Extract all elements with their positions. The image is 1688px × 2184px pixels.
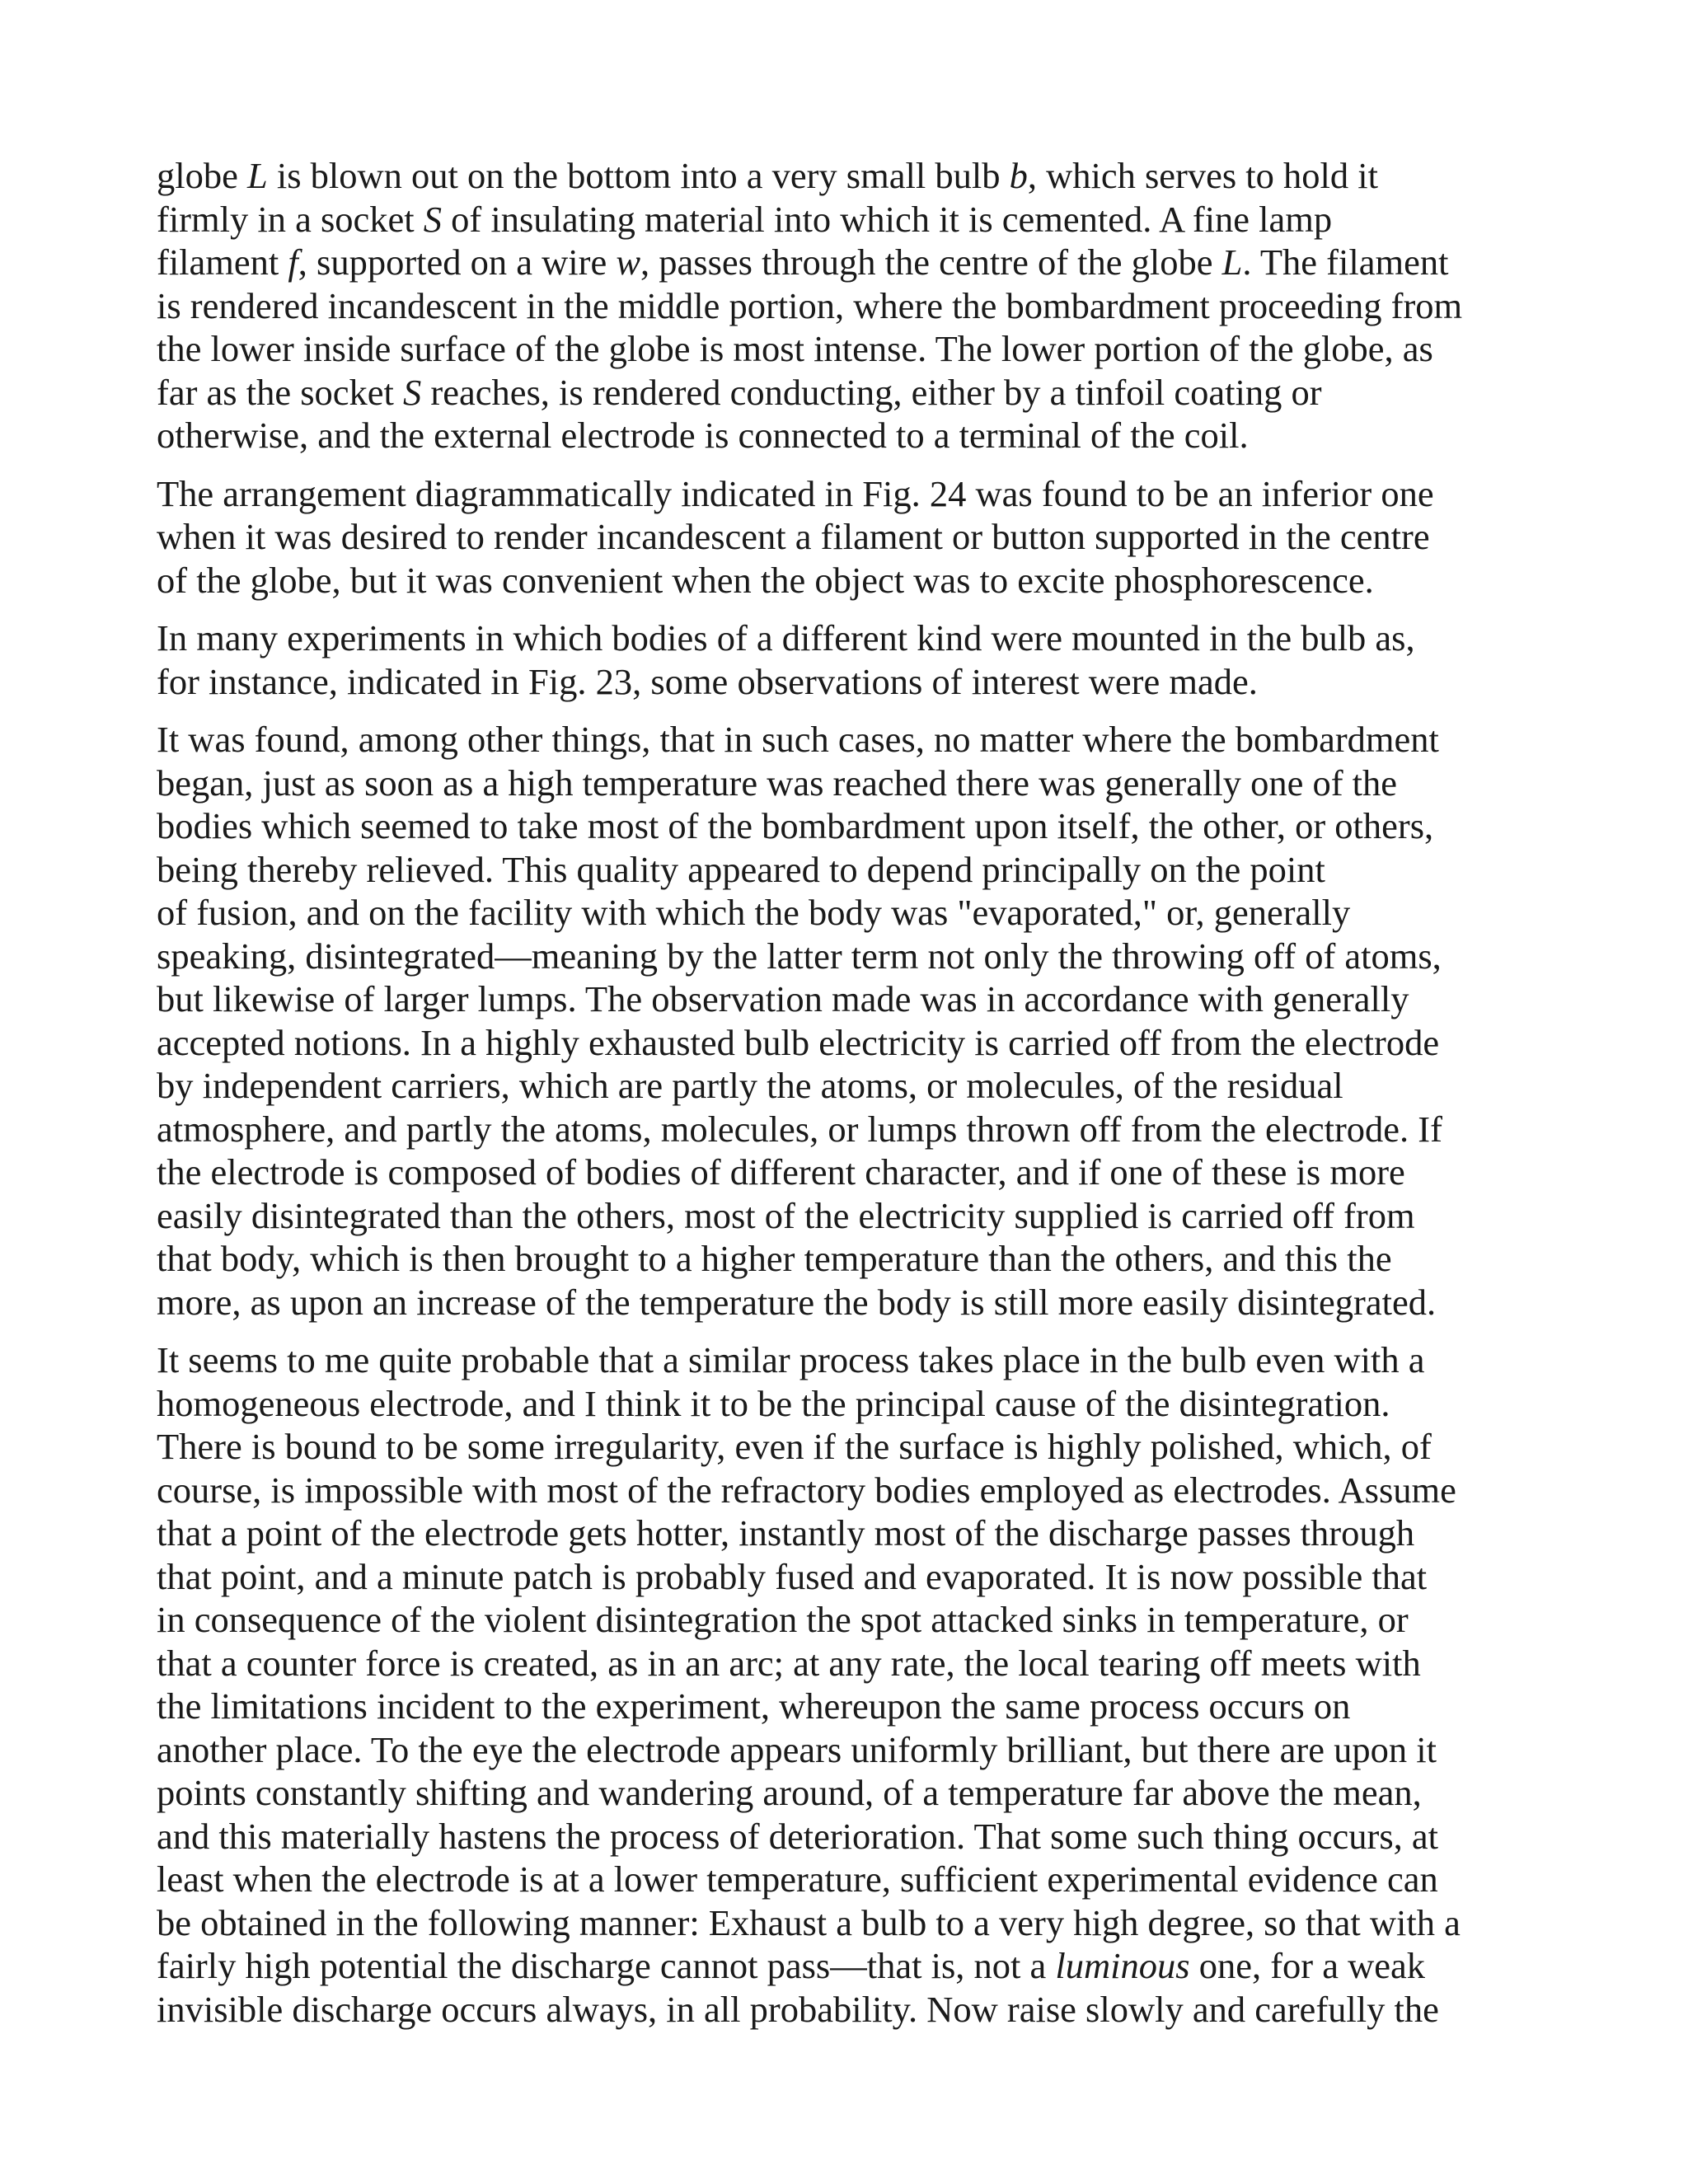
text-line bbox=[157, 1642, 1541, 1685]
italic-text: S bbox=[423, 198, 443, 240]
text-run: that a point of the electrode gets hotter, instantly most of the discharge passes through bbox=[157, 1512, 1415, 1554]
text-run: filament bbox=[157, 241, 288, 283]
text-run: the electrode is composed of bodies of different character, and if one of these is more bbox=[157, 1151, 1405, 1193]
text-run: of fusion, and on the facility with which the body was "evaporated," or, generally bbox=[157, 892, 1351, 933]
text-run: by independent carriers, which are partly the atoms, or molecules, of the residual bbox=[157, 1065, 1343, 1106]
text-line bbox=[157, 1555, 1541, 1599]
text-line bbox=[157, 660, 1541, 704]
text-run: is blown out on the bottom into a very small bulb bbox=[267, 155, 1010, 196]
paragraph bbox=[157, 154, 1541, 457]
text-run: for instance, indicated in Fig. 23, some observations of interest were made. bbox=[157, 660, 1258, 702]
text-run: far as the socket bbox=[157, 371, 404, 413]
text-line bbox=[157, 1469, 1541, 1512]
text-run: one, for a weak bbox=[1189, 1945, 1425, 1986]
text-line bbox=[157, 1194, 1541, 1238]
text-line bbox=[157, 1511, 1541, 1555]
text-line bbox=[157, 1944, 1541, 1988]
text-run: , passes through the centre of the globe bbox=[640, 241, 1222, 283]
text-line bbox=[157, 1237, 1541, 1281]
text-run: easily disintegrated than the others, most of the electricity supplied is carried off from bbox=[157, 1194, 1415, 1236]
text-line bbox=[157, 1281, 1541, 1324]
paragraph bbox=[157, 718, 1541, 1324]
text-run: the lower inside surface of the globe is most intense. The lower portion of the globe, as bbox=[157, 328, 1433, 369]
text-run: in consequence of the violent disintegration the spot attacked sinks in temperature, or bbox=[157, 1599, 1409, 1640]
text-run: another place. To the eye the electrode appears uniformly brilliant, but there are upon it bbox=[157, 1728, 1437, 1770]
text-run: that point, and a minute patch is probably fused and evaporated. It is now possible that bbox=[157, 1555, 1428, 1597]
text-run: globe bbox=[157, 155, 247, 196]
text-line bbox=[157, 762, 1541, 805]
text-line bbox=[157, 1064, 1541, 1108]
text-run: but likewise of larger lumps. The observation made was in accordance with generally bbox=[157, 978, 1409, 1019]
text-line bbox=[157, 1598, 1541, 1642]
text-run: least when the electrode is at a lower temperature, sufficient experimental evidence can bbox=[157, 1858, 1438, 1900]
text-run: reaches, is rendered conducting, either by a tinfoil coating or bbox=[421, 371, 1322, 413]
text-line bbox=[157, 154, 1541, 198]
paragraph bbox=[157, 1338, 1541, 2031]
text-line bbox=[157, 804, 1541, 848]
italic-text: b bbox=[1009, 155, 1028, 196]
text-line bbox=[157, 1151, 1541, 1194]
text-run: fairly high potential the discharge cannot pass—that is, not a bbox=[157, 1945, 1056, 1986]
text-line bbox=[157, 198, 1541, 241]
text-line bbox=[157, 1425, 1541, 1469]
text-run: being thereby relieved. This quality appeared to depend principally on the point bbox=[157, 848, 1325, 890]
text-run: and this materially hastens the process of deterioration. That some such thing occurs, at bbox=[157, 1815, 1439, 1857]
text-run: . The filament bbox=[1242, 241, 1449, 283]
text-line bbox=[157, 891, 1541, 935]
text-run: of the globe, but it was convenient when the object was to excite phosphorescence. bbox=[157, 559, 1374, 601]
text-run: , which serves to hold it bbox=[1027, 155, 1378, 196]
paragraph bbox=[157, 472, 1541, 602]
text-line bbox=[157, 472, 1541, 516]
text-run: In many experiments in which bodies of a different kind were mounted in the bulb as, bbox=[157, 617, 1415, 658]
text-line bbox=[157, 1815, 1541, 1858]
text-run: bodies which seemed to take most of the bombardment upon itself, the other, or others, bbox=[157, 805, 1434, 846]
text-run: be obtained in the following manner: Exhaust a bulb to a very high degree, so that with a bbox=[157, 1901, 1461, 1943]
document-page bbox=[157, 154, 1541, 2046]
text-run: It was found, among other things, that in such cases, no matter where the bombardment bbox=[157, 719, 1439, 760]
paragraph bbox=[157, 616, 1541, 703]
text-line bbox=[157, 1901, 1541, 1945]
text-line bbox=[157, 935, 1541, 978]
text-run: firmly in a socket bbox=[157, 198, 424, 240]
text-run: the limitations incident to the experiment, whereupon the same process occurs on bbox=[157, 1685, 1351, 1727]
text-run: of insulating material into which it is cemented. A fine lamp bbox=[442, 198, 1333, 240]
text-run: otherwise, and the external electrode is connected to a terminal of the coil. bbox=[157, 415, 1249, 456]
text-run: atmosphere, and partly the atoms, molecules, or lumps thrown off from the electrode. If bbox=[157, 1108, 1442, 1150]
text-line bbox=[157, 1771, 1541, 1815]
text-line bbox=[157, 414, 1541, 457]
text-run: points constantly shifting and wandering around, of a temperature far above the mean, bbox=[157, 1772, 1422, 1813]
text-run: It seems to me quite probable that a similar process takes place in the bulb even with a bbox=[157, 1339, 1425, 1380]
text-line bbox=[157, 515, 1541, 559]
text-run: accepted notions. In a highly exhausted bulb electricity is carried off from the electrode bbox=[157, 1021, 1440, 1063]
text-line bbox=[157, 848, 1541, 892]
italic-text: w bbox=[616, 241, 641, 283]
text-run: is rendered incandescent in the middle portion, where the bombardment proceeding from bbox=[157, 284, 1463, 326]
text-run: There is bound to be some irregularity, even if the surface is highly polished, which, of bbox=[157, 1426, 1432, 1467]
text-line bbox=[157, 1338, 1541, 1382]
text-line bbox=[157, 616, 1541, 660]
text-run: that a counter force is created, as in an arc; at any rate, the local tearing off meets with bbox=[157, 1642, 1421, 1684]
text-run: course, is impossible with most of the refractory bodies employed as electrodes. Assume bbox=[157, 1469, 1456, 1511]
text-line bbox=[157, 1108, 1541, 1151]
text-line bbox=[157, 718, 1541, 762]
text-line bbox=[157, 241, 1541, 284]
text-run: The arrangement diagrammatically indicated in Fig. 24 was found to be an inferior one bbox=[157, 472, 1434, 514]
text-line bbox=[157, 1685, 1541, 1728]
text-run: speaking, disintegrated—meaning by the latter term not only the throwing off of atoms, bbox=[157, 935, 1442, 977]
text-line bbox=[157, 977, 1541, 1021]
text-line bbox=[157, 1858, 1541, 1901]
text-run: , supported on a wire bbox=[298, 241, 617, 283]
text-line bbox=[157, 1021, 1541, 1065]
italic-text: L bbox=[247, 155, 268, 196]
text-run: that body, which is then brought to a higher temperature than the others, and this the bbox=[157, 1238, 1392, 1279]
text-line bbox=[157, 371, 1541, 415]
italic-text: luminous bbox=[1055, 1945, 1190, 1986]
text-line bbox=[157, 284, 1541, 328]
italic-text: f bbox=[288, 241, 298, 283]
text-run: homogeneous electrode, and I think it to be the principal cause of the disintegration. bbox=[157, 1382, 1390, 1424]
italic-text: L bbox=[1221, 241, 1243, 283]
text-run: when it was desired to render incandescent a filament or button supported in the centre bbox=[157, 516, 1430, 557]
text-line bbox=[157, 1988, 1541, 2032]
text-run: began, just as soon as a high temperature was reached there was generally one of the bbox=[157, 762, 1398, 804]
text-line bbox=[157, 559, 1541, 602]
text-run: invisible discharge occurs always, in all probability. Now raise slowly and carefully the bbox=[157, 1988, 1439, 2030]
text-line bbox=[157, 1382, 1541, 1426]
text-line bbox=[157, 327, 1541, 371]
italic-text: S bbox=[403, 371, 422, 413]
text-line bbox=[157, 1728, 1541, 1772]
text-run: more, as upon an increase of the temperature the body is still more easily disintegrated. bbox=[157, 1281, 1437, 1323]
